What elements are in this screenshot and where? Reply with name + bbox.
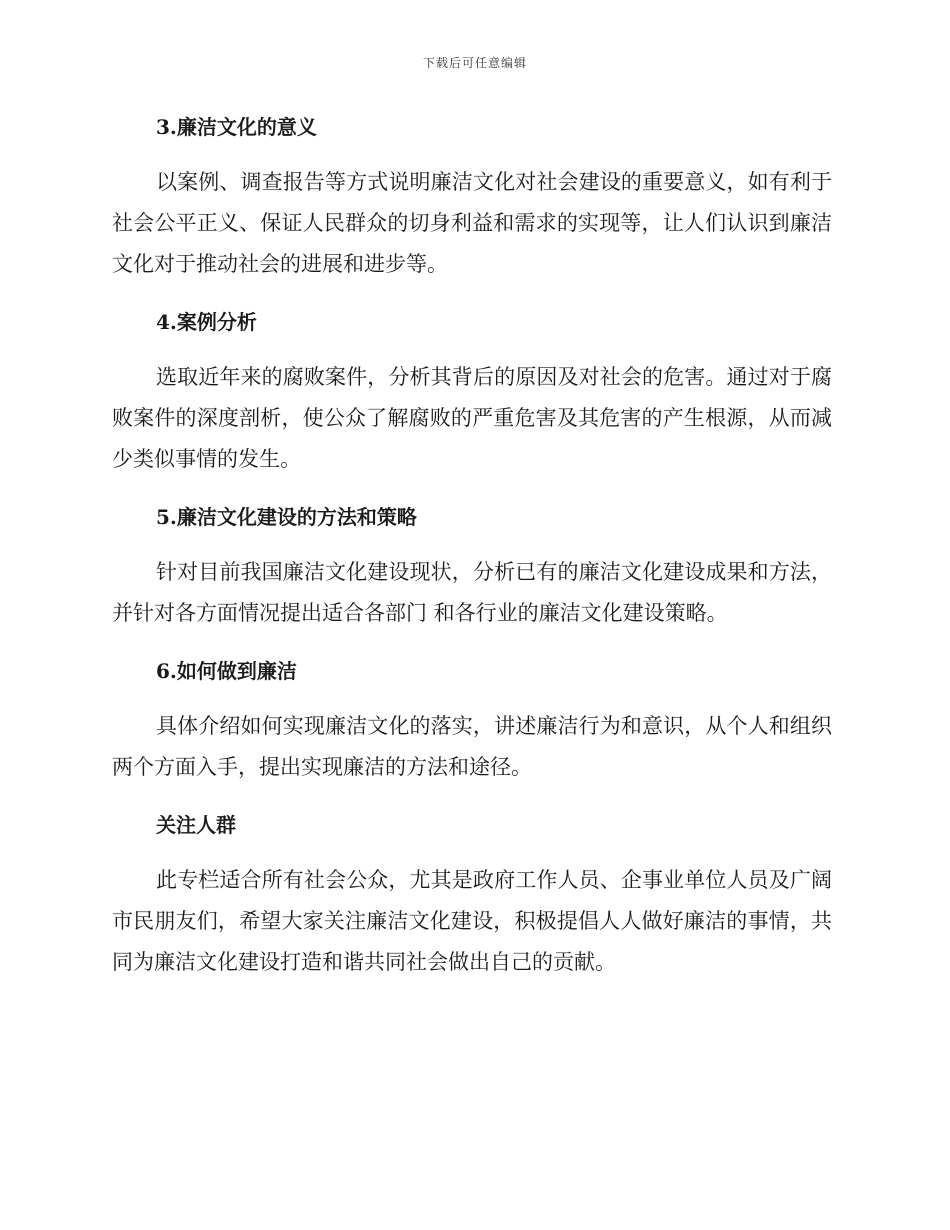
section-methods-strategies: [112, 502, 832, 634]
section-paragraph: 针对目前我国廉洁文化建设现状，分析已有的廉洁文化建设成果和方法，并针对各方面情况提出适合各部门 和各行业的廉洁文化建设策略。: [112, 560, 832, 625]
section-paragraph: 以案例、调查报告等方式说明廉洁文化对社会建设的重要意义，如有利于社会公平正义、保证人民群众的切身利益和需求的实现等，让人们认识到廉洁文化对于推动社会的进展和进步等。: [112, 170, 832, 276]
section-paragraph: 具体介绍如何实现廉洁文化的落实，讲述廉洁行为和意识，从个人和组织两个方面入手，提出实现廉洁的方法和途径。: [112, 714, 832, 779]
section-significance: [112, 112, 832, 285]
section-heading: 5.廉洁文化建设的方法和策略: [156, 505, 417, 529]
section-case-analysis: [112, 307, 832, 480]
section-heading: 3.廉洁文化的意义: [156, 115, 317, 139]
section-heading: 关注人群: [156, 813, 236, 837]
section-heading: 4.案例分析: [156, 310, 257, 334]
section-paragraph: 此专栏适合所有社会公众，尤其是政府工作人员、企事业单位人员及广阔市民朋友们，希望大家关注廉洁文化建设，积极提倡人人做好廉洁的事情，共同为廉洁文化建设打造和谐共同社会做出自己的贡献。: [112, 868, 832, 974]
section-how-to-be-honest: [112, 656, 832, 788]
section-heading: 6.如何做到廉洁: [156, 659, 297, 683]
section-paragraph: 选取近年来的腐败案件，分析其背后的原因及对社会的危害。通过对于腐败案件的深度剖析，使公众了解腐败的严重危害及其危害的产生根源，从而减少类似事情的发生。: [112, 365, 832, 471]
section-target-audience: [112, 810, 832, 983]
header-note: 下载后可任意编辑: [422, 56, 527, 70]
document-body: [112, 112, 832, 1005]
